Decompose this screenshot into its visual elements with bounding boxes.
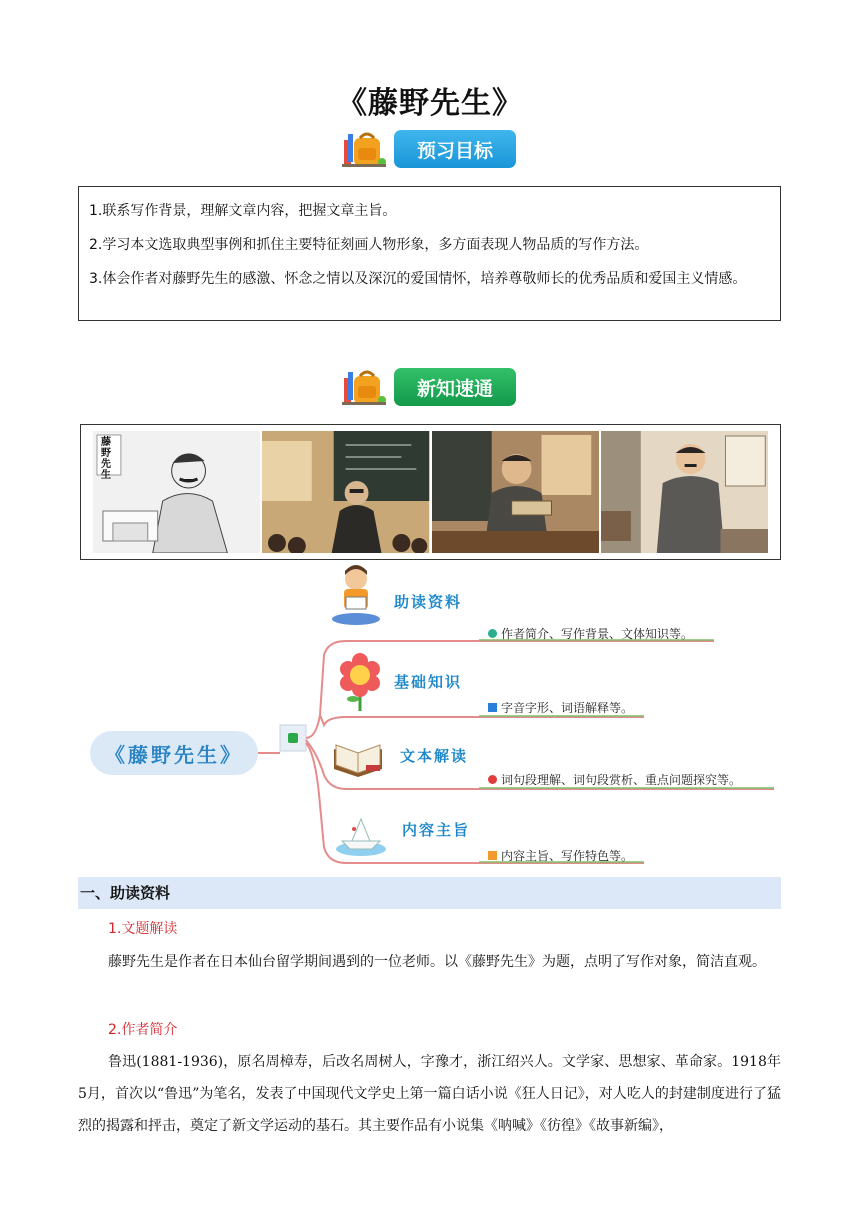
section-heading: 一、助读资料 <box>78 877 781 909</box>
classroom-illustration <box>262 431 429 553</box>
paper-boat-icon <box>334 811 388 857</box>
backpack-icon <box>340 128 388 170</box>
sketch-illustration <box>93 431 260 553</box>
book-icon <box>330 735 386 777</box>
goals-box <box>78 186 781 321</box>
branch-note-3: 词句段理解、词句段赏析、重点问题探究等。 <box>488 771 741 788</box>
mind-map <box>84 565 784 870</box>
paragraph-title-interpretation: 藤野先生是作者在日本仙台留学期间遇到的一位老师。以《藤野先生》为题，点明了写作对象，简洁直观。 <box>108 954 766 970</box>
document-title: 《藤野先生》 <box>337 86 523 121</box>
subheading-title-interpretation: 1.文题解读 <box>108 921 178 937</box>
branch-label-3: 文本解读 <box>400 747 469 765</box>
flower-icon <box>338 653 382 711</box>
picture-caption: 藤野先生 <box>101 437 111 481</box>
portrait-illustration <box>601 431 768 553</box>
paragraph-author-intro: 鲁迅(1881-1936)，原名周樟寿，后改名周树人，字豫才，浙江绍兴人。文学家、思想家、革命家。1918年5月，首次以“鲁迅”为笔名，发表了中国现代文学史上第一篇白话小说《狂人日记》，对人吃人的封建制度进行了猛烈的揭露和抨击，奠定了新文学运动的基石。其主要作品有小说集《呐喊》《彷徨》《故事新编》， <box>78 1054 781 1134</box>
branch-label-4: 内容主旨 <box>402 821 471 839</box>
backpack-icon <box>340 366 388 408</box>
branch-label-1: 助读资料 <box>394 593 463 611</box>
square-icon <box>488 851 497 860</box>
reading-child-icon <box>328 565 384 629</box>
target-icon <box>488 775 497 784</box>
branch-label-2: 基础知识 <box>394 673 463 691</box>
circle-arrow-icon <box>488 629 497 638</box>
illustration-strip <box>80 424 781 560</box>
teacher-reading-illustration <box>432 431 599 553</box>
branch-note-4: 内容主旨、写作特色等。 <box>488 847 633 864</box>
goals-banner-label: 预习目标 <box>394 130 516 168</box>
person-icon <box>488 703 497 712</box>
goal-item-1: 1.联系写作背景，理解文章内容，把握文章主旨。 <box>89 203 397 219</box>
mind-map-center: 《藤野先生》 <box>90 731 258 775</box>
knowledge-banner <box>340 366 516 408</box>
knowledge-banner-label: 新知速通 <box>394 368 516 406</box>
goal-item-2: 2.学习本文选取典型事例和抓住主要特征刻画人物形象，多方面表现人物品质的写作方法。 <box>89 237 649 253</box>
goal-item-3: 3.体会作者对藤野先生的感激、怀念之情以及深沉的爱国情怀，培养尊敬师长的优秀品质和爱国主义情感。 <box>89 271 747 287</box>
subheading-author-intro: 2.作者简介 <box>108 1022 178 1038</box>
branch-note-1: 作者简介、写作背景、文体知识等。 <box>488 625 693 642</box>
goals-banner <box>340 128 516 170</box>
branch-note-2: 字音字形、词语解释等。 <box>488 699 633 716</box>
